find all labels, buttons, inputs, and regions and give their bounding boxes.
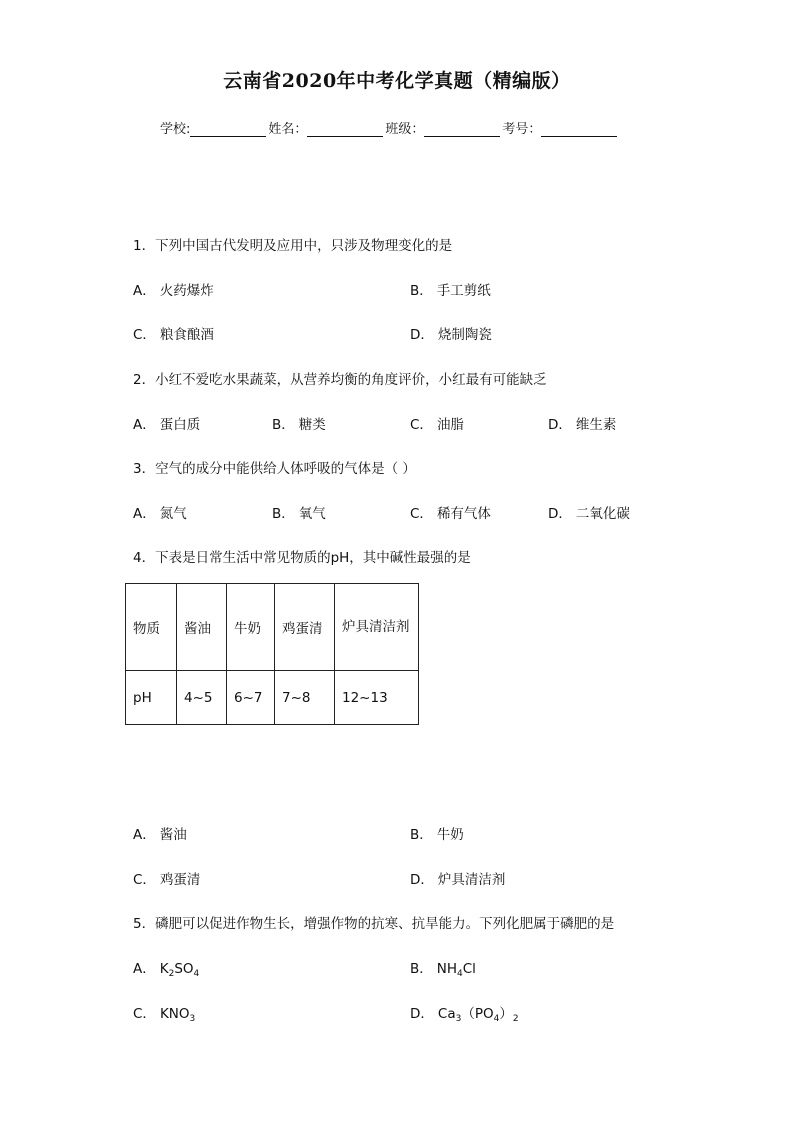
table-cell: 6~7: [227, 671, 275, 725]
option-letter: A．: [133, 506, 156, 522]
option-letter: B．: [272, 506, 295, 522]
question-4-stem: 4．下表是日常生活中常见物质的pH，其中碱性最强的是: [133, 550, 471, 566]
option-letter: D．: [548, 417, 572, 433]
option-letter: B．: [410, 283, 433, 299]
option-letter: B．: [410, 827, 433, 843]
option-letter: D．: [410, 327, 434, 343]
option-text: 维生素: [575, 417, 617, 433]
formula-text: ）: [499, 1006, 513, 1022]
question-1-stem: 1．下列中国古代发明及应用中，只涉及物理变化的是: [133, 238, 453, 254]
option-text: 二氧化碳: [575, 506, 630, 522]
formula-text: （PO: [461, 1006, 494, 1022]
formula-subscript: 2: [512, 1014, 519, 1024]
option-letter: B．: [410, 961, 433, 977]
option-letter: B．: [272, 417, 295, 433]
name-blank[interactable]: [307, 122, 383, 137]
option-letter: C．: [133, 1006, 156, 1022]
table-cell: 鸡蛋清: [275, 584, 335, 671]
table-cell: 牛奶: [227, 584, 275, 671]
option-text: 氮气: [159, 506, 187, 522]
table-header-row: [126, 584, 419, 671]
table-row: [126, 671, 419, 725]
question-5-option-a[interactable]: [133, 957, 199, 979]
question-1-option-b[interactable]: [410, 279, 491, 299]
option-letter: D．: [410, 872, 434, 888]
formula-text: NH: [436, 961, 458, 977]
formula-subscript: 4: [457, 969, 463, 979]
class-blank[interactable]: [424, 122, 500, 137]
option-letter: C．: [410, 417, 433, 433]
question-2-option-d[interactable]: [548, 413, 616, 433]
option-text: 稀有气体: [436, 506, 491, 522]
option-text: 粮食酿酒: [159, 327, 214, 343]
option-letter: A．: [133, 827, 156, 843]
table-cell: 7~8: [275, 671, 335, 725]
option-text: 油脂: [436, 417, 464, 433]
question-3-stem: 3．空气的成分中能供给人体呼吸的气体是（ ）: [133, 461, 416, 477]
option-text: 火药爆炸: [159, 283, 214, 299]
name-label: 姓名：: [268, 122, 308, 137]
question-5-option-d[interactable]: [410, 1002, 519, 1024]
option-letter: D．: [548, 506, 572, 522]
ph-table: [125, 583, 419, 725]
question-5-option-c[interactable]: [133, 1002, 195, 1024]
table-cell: 炉具清洁剂: [335, 584, 419, 671]
option-text: 酱油: [159, 827, 187, 843]
question-2-stem: 2．小红不爱吃水果蔬菜，从营养均衡的角度评价，小红最有可能缺乏: [133, 372, 547, 388]
table-cell: 物质: [126, 584, 177, 671]
formula-text: Ca: [437, 1006, 456, 1022]
formula-text: KNO: [159, 1006, 190, 1022]
option-text: 手工剪纸: [436, 283, 491, 299]
student-info-line: [160, 118, 640, 137]
question-4-option-b[interactable]: [410, 823, 464, 843]
class-label: 班级：: [385, 122, 425, 137]
formula-text: SO: [174, 961, 194, 977]
formula-subscript: 3: [455, 1014, 462, 1024]
table-cell: 酱油: [177, 584, 227, 671]
option-text: 烧制陶瓷: [437, 327, 492, 343]
question-1-option-a[interactable]: [133, 279, 214, 299]
option-letter: A．: [133, 283, 156, 299]
question-1-option-d[interactable]: [410, 323, 492, 343]
option-text: 蛋白质: [159, 417, 201, 433]
option-letter: A．: [133, 961, 156, 977]
option-text: 氧气: [298, 506, 326, 522]
question-3-option-b[interactable]: [272, 502, 326, 522]
table-cell: 12~13: [335, 671, 419, 725]
formula-subscript: 3: [189, 1014, 196, 1024]
option-text: 鸡蛋清: [159, 872, 201, 888]
option-letter: A．: [133, 417, 156, 433]
question-2-option-a[interactable]: [133, 413, 200, 433]
question-4-option-d[interactable]: [410, 868, 505, 888]
exam-no-blank[interactable]: [541, 122, 617, 137]
formula-subscript: 4: [193, 969, 200, 979]
option-text: 炉具清洁剂: [437, 872, 506, 888]
formula-subscript: 4: [493, 1014, 500, 1024]
table-cell: 4~5: [177, 671, 227, 725]
question-2-option-c[interactable]: [410, 413, 464, 433]
formula-text: Cl: [462, 961, 476, 977]
option-letter: D．: [410, 1006, 434, 1022]
option-text: 牛奶: [436, 827, 464, 843]
question-4-option-c[interactable]: [133, 868, 200, 888]
question-3-option-d[interactable]: [548, 502, 630, 522]
question-2-option-b[interactable]: [272, 413, 326, 433]
question-1-option-c[interactable]: [133, 323, 214, 343]
formula-subscript: 2: [168, 969, 175, 979]
formula-text: K: [159, 961, 169, 977]
exam-no-label: 考号：: [502, 122, 542, 137]
school-blank[interactable]: [190, 122, 266, 137]
question-4-option-a[interactable]: [133, 823, 187, 843]
option-letter: C．: [410, 506, 433, 522]
question-5-stem: 5．磷肥可以促进作物生长，增强作物的抗寒、抗旱能力。下列化肥属于磷肥的是: [133, 916, 615, 932]
option-text: 糖类: [298, 417, 326, 433]
question-3-option-a[interactable]: [133, 502, 187, 522]
option-letter: C．: [133, 872, 156, 888]
school-label: 学校:: [160, 122, 191, 137]
question-3-option-c[interactable]: [410, 502, 491, 522]
question-5-option-b[interactable]: [410, 957, 476, 979]
table-cell: pH: [126, 671, 177, 725]
page-title: 云南省2020年中考化学真题（精编版）: [223, 70, 571, 92]
option-letter: C．: [133, 327, 156, 343]
